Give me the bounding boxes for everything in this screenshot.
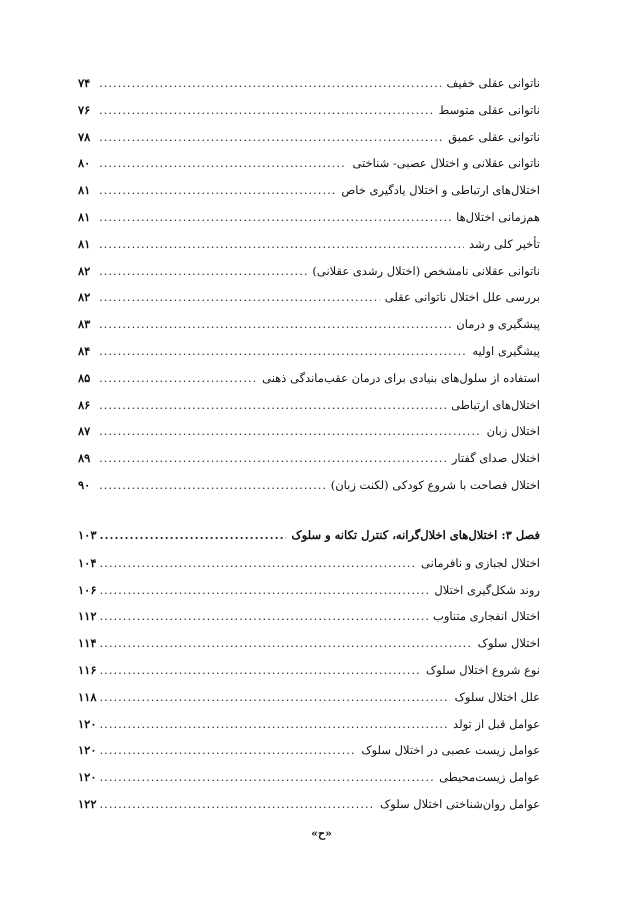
chapter-title: فصل ۳: اختلال‌های اخلال‌گرانه، کنترل تکانه و سلوک — [291, 528, 540, 542]
leader-dots — [99, 371, 257, 385]
toc-entry[interactable] — [78, 210, 540, 237]
toc-entry[interactable] — [78, 663, 540, 690]
toc-entry-page: ۸۷ — [78, 424, 91, 439]
toc-entry-title: نوع شروع اختلال سلوک — [425, 662, 540, 677]
toc-entry-page: ۹۰ — [78, 477, 91, 492]
toc-entry-page: ۷۶ — [78, 102, 91, 117]
toc-entry-page: ۸۱ — [78, 183, 91, 198]
toc-entry[interactable] — [78, 237, 540, 264]
toc-entry[interactable] — [78, 398, 540, 425]
toc-entry[interactable] — [78, 770, 540, 797]
toc-entry-title: پیشگیری و درمان — [456, 317, 540, 332]
toc-entry[interactable] — [78, 797, 540, 824]
toc-entry[interactable] — [78, 478, 540, 505]
toc-entry-page: ۱۰۴ — [78, 555, 97, 570]
toc-entry-title: اختلال لجبازی و نافرمانی — [421, 555, 540, 570]
toc-entry-title: هم‌زمانی اختلال‌ها — [456, 209, 540, 224]
toc-entry-page: ۱۱۸ — [78, 689, 97, 704]
toc-entry-title: ناتوانی عقلانی نامشخص (اختلال رشدی عقلانی) — [312, 263, 540, 278]
toc-entry[interactable] — [78, 451, 540, 478]
toc-entry-page: ۱۱۲ — [78, 609, 97, 624]
toc-entry-page: ۱۲۲ — [78, 796, 97, 811]
leader-dots — [100, 797, 375, 811]
toc-entry[interactable] — [78, 609, 540, 636]
leader-dots — [99, 210, 451, 224]
leader-dots — [100, 690, 450, 704]
toc-entry[interactable] — [78, 690, 540, 717]
leader-dots — [100, 636, 473, 650]
toc-entry[interactable] — [78, 103, 540, 130]
toc-entry[interactable] — [78, 717, 540, 744]
leader-dots — [99, 156, 347, 170]
toc-entry[interactable] — [78, 583, 540, 610]
toc-entry[interactable] — [78, 636, 540, 663]
toc-entry-title: اختلال‌های ارتباطی و اختلال یادگیری خاص — [341, 183, 540, 198]
toc-entry-title: ناتوانی عقلی خفیف — [446, 76, 540, 90]
toc-entry-title: عوامل زیست‌محیطی — [439, 770, 540, 785]
toc-entry-title: استفاده از سلول‌های بنیادی برای درمان عقب‌ماندگی ذهنی — [262, 370, 540, 385]
toc-entry-page: ۱۰۶ — [78, 582, 97, 597]
chapter-page: ۱۰۳ — [78, 528, 97, 542]
toc-entry-page: ۸۵ — [78, 370, 91, 385]
leader-dots — [100, 583, 430, 597]
leader-dots — [99, 344, 467, 358]
toc-entry-title: روند شکل‌گیری اختلال — [434, 582, 540, 597]
leader-dots — [100, 663, 421, 677]
toc-entry[interactable] — [78, 344, 540, 371]
toc-entry-page: ۱۱۴ — [78, 636, 97, 651]
toc-entry-page: ۷۴ — [78, 76, 91, 90]
toc-entry[interactable] — [78, 183, 540, 210]
toc-entry-page: ۱۱۶ — [78, 662, 97, 677]
toc-entry[interactable] — [78, 556, 540, 583]
toc-entry[interactable] — [78, 290, 540, 317]
toc-entry-page: ۸۴ — [78, 343, 91, 358]
page-number: «ح» — [311, 827, 332, 840]
toc-entry[interactable] — [78, 317, 540, 344]
toc-entry[interactable] — [78, 264, 540, 291]
toc-entry-title: اختلال فصاحت با شروع کودکی (لکنت زبان) — [330, 477, 540, 492]
toc-entry[interactable] — [78, 156, 540, 183]
toc-entry-page: ۸۲ — [78, 263, 91, 278]
toc-entry-title: اختلال سلوک — [477, 636, 540, 651]
leader-dots — [99, 424, 482, 438]
toc-entry[interactable] — [78, 130, 540, 157]
toc-entry[interactable] — [78, 371, 540, 398]
toc-entry-title: عوامل زیست عصبی در اختلال سلوک — [361, 743, 540, 758]
leader-dots — [100, 609, 428, 623]
toc-list-part2 — [78, 528, 540, 824]
toc-entry-page: ۸۲ — [78, 290, 91, 305]
leader-dots — [100, 717, 449, 731]
toc-entry-page: ۸۹ — [78, 451, 91, 466]
toc-entry-title: تأخیر کلی رشد — [468, 236, 540, 251]
toc-entry-page: ۸۳ — [78, 317, 91, 332]
leader-dots — [100, 556, 417, 570]
leader-dots — [99, 317, 451, 331]
leader-dots — [99, 398, 446, 412]
toc-entry-page: ۱۲۰ — [78, 743, 97, 758]
leader-dots — [99, 237, 464, 251]
toc-list-part1 — [78, 76, 540, 505]
leader-dots — [99, 290, 380, 304]
toc-entry-title: ناتوانی عقلی متوسط — [438, 102, 540, 117]
toc-entry-page: ۷۸ — [78, 129, 91, 144]
toc-entry-title: عوامل روان‌شناختی اختلال سلوک — [379, 796, 540, 811]
leader-dots — [99, 451, 447, 465]
toc-entry-title: اختلال زبان — [486, 424, 540, 439]
toc-entry-title: اختلال صدای گفتار — [451, 451, 540, 466]
toc-entry-page: ۱۲۰ — [78, 716, 97, 731]
toc-entry-page: ۸۶ — [78, 397, 91, 412]
toc-entry[interactable] — [78, 743, 540, 770]
toc-entry-page: ۱۲۰ — [78, 770, 97, 785]
toc-entry-title: ناتوانی عقلی عمیق — [448, 129, 540, 144]
leader-dots — [99, 103, 434, 117]
toc-entry-title: اختلال‌های ارتباطی — [451, 397, 540, 412]
leader-dots — [99, 183, 336, 197]
leader-dots — [99, 76, 441, 90]
toc-entry-title: اختلال انفجاری متناوب — [433, 609, 540, 624]
leader-dots — [99, 264, 307, 278]
leader-dots — [100, 770, 435, 784]
toc-entry[interactable] — [78, 76, 540, 103]
toc-entry-title: عوامل قبل از تولد — [453, 716, 540, 731]
toc-entry[interactable] — [78, 424, 540, 451]
toc-entry-title: علل اختلال سلوک — [454, 689, 540, 704]
toc-entry-page: ۸۰ — [78, 156, 91, 171]
leader-dots — [99, 130, 443, 144]
leader-dots — [99, 478, 326, 492]
leader-dots — [100, 528, 287, 542]
chapter-heading[interactable] — [78, 528, 540, 556]
toc-entry-page: ۸۱ — [78, 209, 91, 224]
leader-dots — [100, 743, 357, 757]
toc-entry-title: پیشگیری اولیه — [472, 343, 540, 358]
toc-entry-title: بررسی علل اختلال ناتوانی عقلی — [384, 290, 540, 305]
toc-entry-page: ۸۱ — [78, 236, 91, 251]
toc-entry-title: ناتوانی عقلانی و اختلال عصبی- شناختی — [352, 156, 540, 171]
